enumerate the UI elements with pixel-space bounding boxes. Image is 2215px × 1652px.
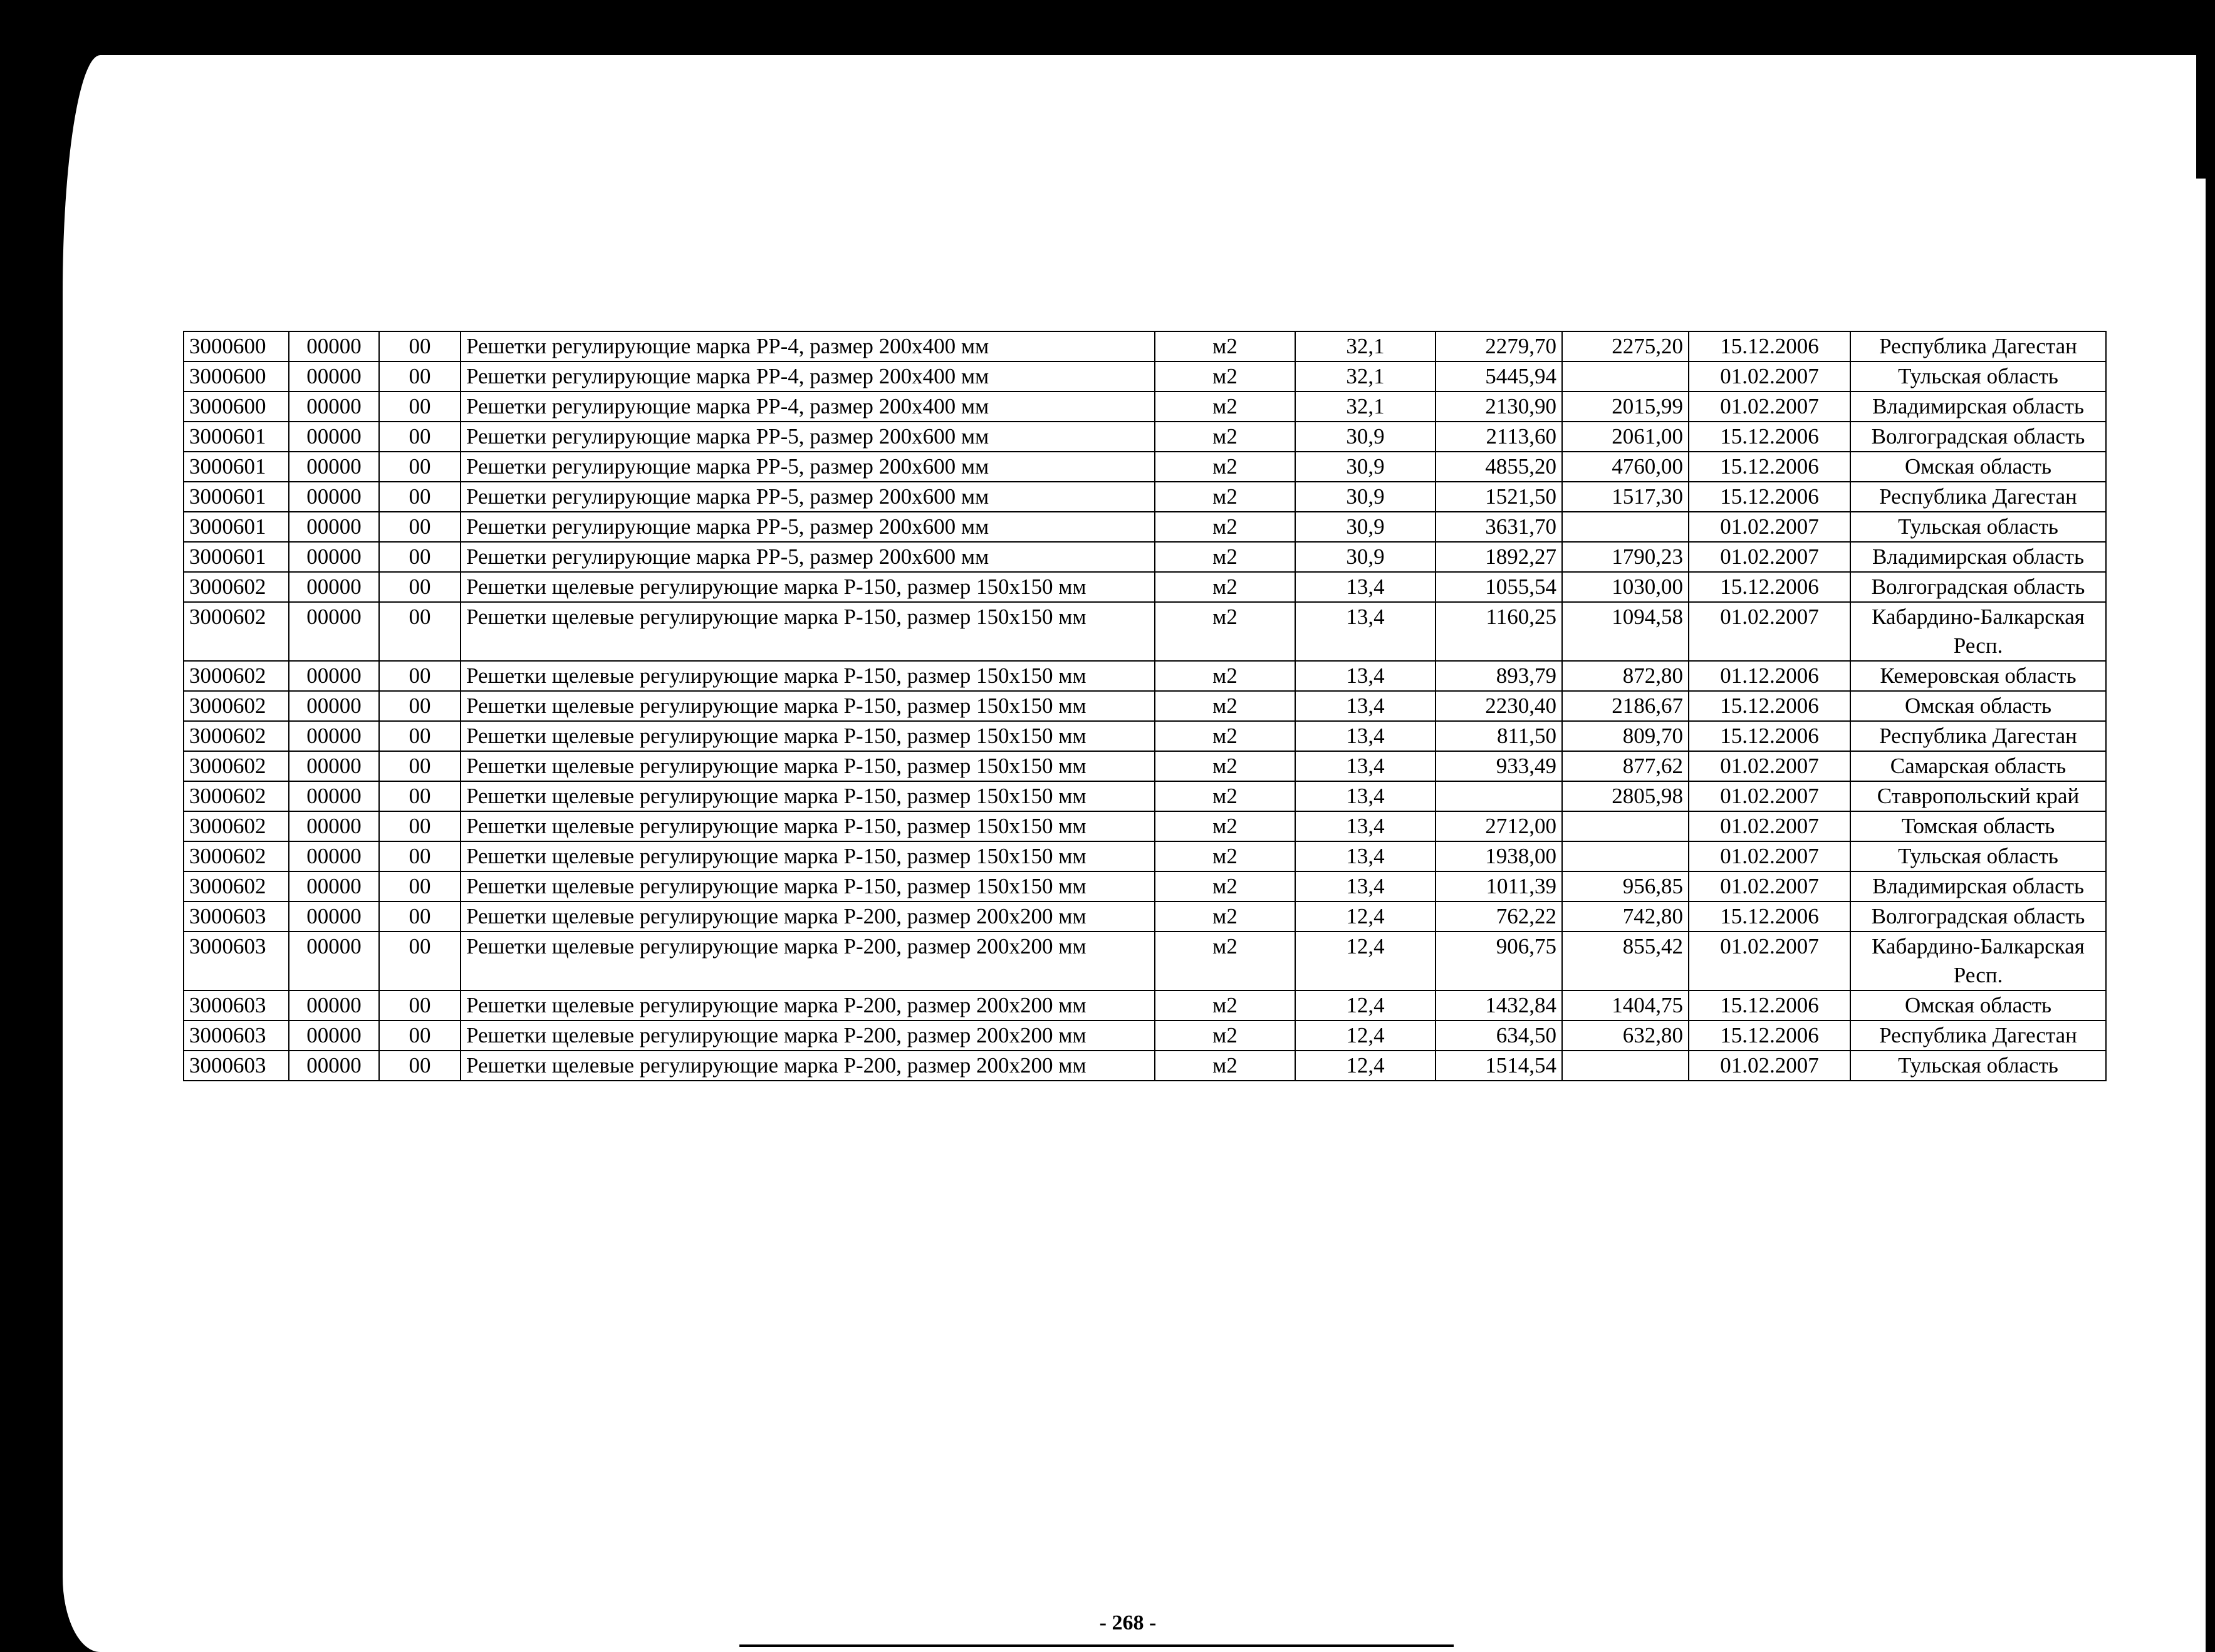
row-date: 01.02.2007 bbox=[1689, 1051, 1850, 1081]
row-region: Омская область bbox=[1850, 452, 2106, 482]
row-unit: м2 bbox=[1155, 512, 1295, 542]
row-region: Республика Дагестан bbox=[1850, 721, 2106, 751]
table-row bbox=[184, 871, 2106, 901]
row-price-alt: 2015,99 bbox=[1562, 392, 1689, 422]
row-region: Томская область bbox=[1850, 811, 2106, 841]
row-quantity: 13,4 bbox=[1295, 871, 1436, 901]
row-item-name: Решетки регулирующие марка РР-5, размер 200х600 мм bbox=[461, 452, 1155, 482]
row-unit: м2 bbox=[1155, 721, 1295, 751]
row-code: 3000601 bbox=[184, 422, 289, 452]
row-unit: м2 bbox=[1155, 602, 1295, 661]
row-quantity: 13,4 bbox=[1295, 841, 1436, 871]
row-quantity: 13,4 bbox=[1295, 811, 1436, 841]
row-region: Тульская область bbox=[1850, 361, 2106, 392]
row-quantity: 13,4 bbox=[1295, 602, 1436, 661]
table-row bbox=[184, 781, 2106, 811]
row-date: 15.12.2006 bbox=[1689, 422, 1850, 452]
row-date: 01.02.2007 bbox=[1689, 602, 1850, 661]
row-suffix: 00 bbox=[379, 932, 461, 990]
row-region: Тульская область bbox=[1850, 1051, 2106, 1081]
row-region: Ставропольский край bbox=[1850, 781, 2106, 811]
row-price: 2130,90 bbox=[1436, 392, 1562, 422]
row-item-name: Решетки щелевые регулирующие марка Р-200, размер 200х200 мм bbox=[461, 1051, 1155, 1081]
row-region: Кемеровская область bbox=[1850, 661, 2106, 691]
row-code: 3000602 bbox=[184, 691, 289, 721]
row-suffix: 00 bbox=[379, 572, 461, 602]
row-suffix: 00 bbox=[379, 1021, 461, 1051]
row-subcode: 00000 bbox=[289, 1021, 379, 1051]
row-date: 15.12.2006 bbox=[1689, 331, 1850, 361]
row-item-name: Решетки щелевые регулирующие марка Р-200, размер 200х200 мм bbox=[461, 901, 1155, 932]
row-quantity: 30,9 bbox=[1295, 422, 1436, 452]
row-date: 15.12.2006 bbox=[1689, 452, 1850, 482]
row-quantity: 13,4 bbox=[1295, 661, 1436, 691]
bottom-rule bbox=[739, 1644, 1454, 1647]
row-suffix: 00 bbox=[379, 661, 461, 691]
row-suffix: 00 bbox=[379, 990, 461, 1021]
row-item-name: Решетки щелевые регулирующие марка Р-150, размер 150х150 мм bbox=[461, 871, 1155, 901]
row-price-alt: 1404,75 bbox=[1562, 990, 1689, 1021]
row-region: Волгоградская область bbox=[1850, 901, 2106, 932]
row-code: 3000602 bbox=[184, 602, 289, 661]
table-row bbox=[184, 392, 2106, 422]
row-suffix: 00 bbox=[379, 422, 461, 452]
row-item-name: Решетки щелевые регулирующие марка Р-150, размер 150х150 мм bbox=[461, 841, 1155, 871]
row-quantity: 13,4 bbox=[1295, 572, 1436, 602]
row-price-alt: 1030,00 bbox=[1562, 572, 1689, 602]
row-subcode: 00000 bbox=[289, 452, 379, 482]
row-item-name: Решетки щелевые регулирующие марка Р-150, размер 150х150 мм bbox=[461, 572, 1155, 602]
row-date: 01.02.2007 bbox=[1689, 512, 1850, 542]
row-unit: м2 bbox=[1155, 932, 1295, 990]
row-price: 2230,40 bbox=[1436, 691, 1562, 721]
row-item-name: Решетки регулирующие марка РР-5, размер 200х600 мм bbox=[461, 482, 1155, 512]
row-date: 01.02.2007 bbox=[1689, 811, 1850, 841]
row-quantity: 30,9 bbox=[1295, 542, 1436, 572]
row-unit: м2 bbox=[1155, 990, 1295, 1021]
table-row bbox=[184, 361, 2106, 392]
table-row bbox=[184, 422, 2106, 452]
row-price-alt: 4760,00 bbox=[1562, 452, 1689, 482]
row-item-name: Решетки щелевые регулирующие марка Р-150, размер 150х150 мм bbox=[461, 751, 1155, 781]
row-code: 3000602 bbox=[184, 811, 289, 841]
row-price-alt bbox=[1562, 841, 1689, 871]
row-price-alt: 809,70 bbox=[1562, 721, 1689, 751]
row-price-alt: 1517,30 bbox=[1562, 482, 1689, 512]
table-row bbox=[184, 721, 2106, 751]
row-code: 3000603 bbox=[184, 1021, 289, 1051]
row-subcode: 00000 bbox=[289, 871, 379, 901]
row-subcode: 00000 bbox=[289, 482, 379, 512]
row-unit: м2 bbox=[1155, 691, 1295, 721]
row-unit: м2 bbox=[1155, 572, 1295, 602]
row-subcode: 00000 bbox=[289, 901, 379, 932]
row-price: 2279,70 bbox=[1436, 331, 1562, 361]
row-region: Тульская область bbox=[1850, 512, 2106, 542]
table-row bbox=[184, 602, 2106, 661]
row-date: 01.02.2007 bbox=[1689, 871, 1850, 901]
row-quantity: 12,4 bbox=[1295, 990, 1436, 1021]
row-suffix: 00 bbox=[379, 721, 461, 751]
row-code: 3000601 bbox=[184, 482, 289, 512]
row-suffix: 00 bbox=[379, 512, 461, 542]
row-code: 3000601 bbox=[184, 542, 289, 572]
row-quantity: 12,4 bbox=[1295, 1021, 1436, 1051]
row-quantity: 13,4 bbox=[1295, 691, 1436, 721]
table-row bbox=[184, 751, 2106, 781]
table-row bbox=[184, 542, 2106, 572]
row-code: 3000602 bbox=[184, 781, 289, 811]
row-region: Республика Дагестан bbox=[1850, 1021, 2106, 1051]
price-table bbox=[183, 331, 2107, 1081]
row-region: Тульская область bbox=[1850, 841, 2106, 871]
row-price: 5445,94 bbox=[1436, 361, 1562, 392]
row-subcode: 00000 bbox=[289, 602, 379, 661]
row-subcode: 00000 bbox=[289, 1051, 379, 1081]
row-price: 1892,27 bbox=[1436, 542, 1562, 572]
row-subcode: 00000 bbox=[289, 542, 379, 572]
row-price: 1938,00 bbox=[1436, 841, 1562, 871]
table-row bbox=[184, 572, 2106, 602]
row-quantity: 13,4 bbox=[1295, 751, 1436, 781]
row-unit: м2 bbox=[1155, 751, 1295, 781]
row-date: 15.12.2006 bbox=[1689, 691, 1850, 721]
row-subcode: 00000 bbox=[289, 691, 379, 721]
row-price-alt: 742,80 bbox=[1562, 901, 1689, 932]
row-date: 01.02.2007 bbox=[1689, 542, 1850, 572]
row-unit: м2 bbox=[1155, 452, 1295, 482]
row-price-alt: 1790,23 bbox=[1562, 542, 1689, 572]
row-quantity: 32,1 bbox=[1295, 331, 1436, 361]
row-code: 3000603 bbox=[184, 990, 289, 1021]
row-subcode: 00000 bbox=[289, 361, 379, 392]
row-code: 3000600 bbox=[184, 392, 289, 422]
row-quantity: 13,4 bbox=[1295, 721, 1436, 751]
row-price-alt: 2061,00 bbox=[1562, 422, 1689, 452]
row-date: 01.02.2007 bbox=[1689, 781, 1850, 811]
row-item-name: Решетки регулирующие марка РР-5, размер 200х600 мм bbox=[461, 542, 1155, 572]
row-subcode: 00000 bbox=[289, 751, 379, 781]
row-code: 3000603 bbox=[184, 932, 289, 990]
row-quantity: 30,9 bbox=[1295, 482, 1436, 512]
row-unit: м2 bbox=[1155, 841, 1295, 871]
row-date: 15.12.2006 bbox=[1689, 990, 1850, 1021]
row-region: Самарская область bbox=[1850, 751, 2106, 781]
table-row bbox=[184, 331, 2106, 361]
row-item-name: Решетки регулирующие марка РР-5, размер 200х600 мм bbox=[461, 512, 1155, 542]
row-region: Волгоградская область bbox=[1850, 422, 2106, 452]
row-code: 3000603 bbox=[184, 1051, 289, 1081]
row-suffix: 00 bbox=[379, 361, 461, 392]
row-price: 893,79 bbox=[1436, 661, 1562, 691]
row-subcode: 00000 bbox=[289, 811, 379, 841]
row-date: 15.12.2006 bbox=[1689, 572, 1850, 602]
row-region: Республика Дагестан bbox=[1850, 482, 2106, 512]
table-row bbox=[184, 452, 2106, 482]
row-price-alt bbox=[1562, 361, 1689, 392]
row-subcode: 00000 bbox=[289, 572, 379, 602]
row-suffix: 00 bbox=[379, 602, 461, 661]
table-row bbox=[184, 901, 2106, 932]
row-region: Кабардино-Балкарская Респ. bbox=[1850, 602, 2106, 661]
row-code: 3000601 bbox=[184, 512, 289, 542]
row-code: 3000602 bbox=[184, 871, 289, 901]
row-quantity: 12,4 bbox=[1295, 901, 1436, 932]
row-price: 933,49 bbox=[1436, 751, 1562, 781]
row-item-name: Решетки щелевые регулирующие марка Р-150, размер 150х150 мм bbox=[461, 811, 1155, 841]
row-price-alt: 956,85 bbox=[1562, 871, 1689, 901]
row-price: 1432,84 bbox=[1436, 990, 1562, 1021]
row-suffix: 00 bbox=[379, 811, 461, 841]
row-subcode: 00000 bbox=[289, 392, 379, 422]
row-price: 1011,39 bbox=[1436, 871, 1562, 901]
row-unit: м2 bbox=[1155, 661, 1295, 691]
row-date: 01.02.2007 bbox=[1689, 932, 1850, 990]
table-row bbox=[184, 1021, 2106, 1051]
row-price-alt: 632,80 bbox=[1562, 1021, 1689, 1051]
row-suffix: 00 bbox=[379, 781, 461, 811]
row-price: 1055,54 bbox=[1436, 572, 1562, 602]
row-date: 15.12.2006 bbox=[1689, 482, 1850, 512]
row-price-alt: 2805,98 bbox=[1562, 781, 1689, 811]
row-code: 3000603 bbox=[184, 901, 289, 932]
row-price: 1514,54 bbox=[1436, 1051, 1562, 1081]
row-price: 1521,50 bbox=[1436, 482, 1562, 512]
row-price-alt bbox=[1562, 811, 1689, 841]
row-code: 3000602 bbox=[184, 751, 289, 781]
row-price-alt: 2186,67 bbox=[1562, 691, 1689, 721]
row-suffix: 00 bbox=[379, 691, 461, 721]
table-row bbox=[184, 841, 2106, 871]
row-price-alt: 1094,58 bbox=[1562, 602, 1689, 661]
row-region: Омская область bbox=[1850, 990, 2106, 1021]
row-code: 3000600 bbox=[184, 361, 289, 392]
row-unit: м2 bbox=[1155, 361, 1295, 392]
row-item-name: Решетки щелевые регулирующие марка Р-200, размер 200х200 мм bbox=[461, 1021, 1155, 1051]
row-suffix: 00 bbox=[379, 1051, 461, 1081]
row-suffix: 00 bbox=[379, 392, 461, 422]
row-quantity: 12,4 bbox=[1295, 932, 1436, 990]
row-item-name: Решетки регулирующие марка РР-4, размер 200х400 мм bbox=[461, 331, 1155, 361]
table-row bbox=[184, 990, 2106, 1021]
row-price-alt bbox=[1562, 512, 1689, 542]
row-price-alt: 855,42 bbox=[1562, 932, 1689, 990]
row-price bbox=[1436, 781, 1562, 811]
row-date: 01.02.2007 bbox=[1689, 361, 1850, 392]
table-row bbox=[184, 1051, 2106, 1081]
table-row bbox=[184, 482, 2106, 512]
table-row bbox=[184, 512, 2106, 542]
row-date: 01.02.2007 bbox=[1689, 392, 1850, 422]
row-subcode: 00000 bbox=[289, 661, 379, 691]
row-price-alt: 2275,20 bbox=[1562, 331, 1689, 361]
row-unit: м2 bbox=[1155, 482, 1295, 512]
row-subcode: 00000 bbox=[289, 932, 379, 990]
table-row bbox=[184, 932, 2106, 990]
row-item-name: Решетки регулирующие марка РР-4, размер 200х400 мм bbox=[461, 392, 1155, 422]
price-table-body bbox=[184, 331, 2106, 1081]
row-date: 15.12.2006 bbox=[1689, 721, 1850, 751]
row-unit: м2 bbox=[1155, 1051, 1295, 1081]
row-price: 2712,00 bbox=[1436, 811, 1562, 841]
row-subcode: 00000 bbox=[289, 990, 379, 1021]
row-date: 01.12.2006 bbox=[1689, 661, 1850, 691]
row-quantity: 30,9 bbox=[1295, 512, 1436, 542]
row-item-name: Решетки щелевые регулирующие марка Р-200, размер 200х200 мм bbox=[461, 932, 1155, 990]
row-region: Республика Дагестан bbox=[1850, 331, 2106, 361]
row-item-name: Решетки регулирующие марка РР-4, размер 200х400 мм bbox=[461, 361, 1155, 392]
row-suffix: 00 bbox=[379, 542, 461, 572]
row-unit: м2 bbox=[1155, 542, 1295, 572]
row-subcode: 00000 bbox=[289, 781, 379, 811]
row-quantity: 12,4 bbox=[1295, 1051, 1436, 1081]
row-unit: м2 bbox=[1155, 811, 1295, 841]
row-quantity: 32,1 bbox=[1295, 392, 1436, 422]
table-row bbox=[184, 691, 2106, 721]
row-date: 15.12.2006 bbox=[1689, 1021, 1850, 1051]
row-subcode: 00000 bbox=[289, 331, 379, 361]
row-unit: м2 bbox=[1155, 422, 1295, 452]
row-region: Владимирская область bbox=[1850, 392, 2106, 422]
row-region: Омская область bbox=[1850, 691, 2106, 721]
row-code: 3000602 bbox=[184, 661, 289, 691]
row-suffix: 00 bbox=[379, 331, 461, 361]
row-date: 01.02.2007 bbox=[1689, 751, 1850, 781]
row-item-name: Решетки щелевые регулирующие марка Р-200, размер 200х200 мм bbox=[461, 990, 1155, 1021]
row-price: 3631,70 bbox=[1436, 512, 1562, 542]
row-price: 634,50 bbox=[1436, 1021, 1562, 1051]
row-suffix: 00 bbox=[379, 901, 461, 932]
row-price: 906,75 bbox=[1436, 932, 1562, 990]
row-region: Волгоградская область bbox=[1850, 572, 2106, 602]
row-unit: м2 bbox=[1155, 871, 1295, 901]
row-subcode: 00000 bbox=[289, 422, 379, 452]
table-row bbox=[184, 811, 2106, 841]
row-quantity: 13,4 bbox=[1295, 781, 1436, 811]
row-date: 01.02.2007 bbox=[1689, 841, 1850, 871]
row-item-name: Решетки щелевые регулирующие марка Р-150, размер 150х150 мм bbox=[461, 602, 1155, 661]
row-suffix: 00 bbox=[379, 871, 461, 901]
row-suffix: 00 bbox=[379, 482, 461, 512]
row-region: Владимирская область bbox=[1850, 542, 2106, 572]
row-unit: м2 bbox=[1155, 331, 1295, 361]
row-item-name: Решетки щелевые регулирующие марка Р-150, размер 150х150 мм bbox=[461, 691, 1155, 721]
row-price: 2113,60 bbox=[1436, 422, 1562, 452]
row-price: 811,50 bbox=[1436, 721, 1562, 751]
row-subcode: 00000 bbox=[289, 721, 379, 751]
row-date: 15.12.2006 bbox=[1689, 901, 1850, 932]
row-code: 3000600 bbox=[184, 331, 289, 361]
row-suffix: 00 bbox=[379, 841, 461, 871]
row-code: 3000602 bbox=[184, 721, 289, 751]
row-suffix: 00 bbox=[379, 751, 461, 781]
row-code: 3000601 bbox=[184, 452, 289, 482]
row-suffix: 00 bbox=[379, 452, 461, 482]
row-item-name: Решетки щелевые регулирующие марка Р-150, размер 150х150 мм bbox=[461, 661, 1155, 691]
row-unit: м2 bbox=[1155, 392, 1295, 422]
row-price: 762,22 bbox=[1436, 901, 1562, 932]
row-region: Владимирская область bbox=[1850, 871, 2106, 901]
row-price-alt: 877,62 bbox=[1562, 751, 1689, 781]
row-subcode: 00000 bbox=[289, 512, 379, 542]
row-price: 1160,25 bbox=[1436, 602, 1562, 661]
row-unit: м2 bbox=[1155, 1021, 1295, 1051]
row-item-name: Решетки щелевые регулирующие марка Р-150, размер 150х150 мм bbox=[461, 721, 1155, 751]
row-price-alt bbox=[1562, 1051, 1689, 1081]
row-price-alt: 872,80 bbox=[1562, 661, 1689, 691]
row-code: 3000602 bbox=[184, 572, 289, 602]
row-item-name: Решетки регулирующие марка РР-5, размер 200х600 мм bbox=[461, 422, 1155, 452]
row-code: 3000602 bbox=[184, 841, 289, 871]
row-item-name: Решетки щелевые регулирующие марка Р-150, размер 150х150 мм bbox=[461, 781, 1155, 811]
row-quantity: 30,9 bbox=[1295, 452, 1436, 482]
row-region: Кабардино-Балкарская Респ. bbox=[1850, 932, 2106, 990]
page-number: - 268 - bbox=[1099, 1611, 1157, 1634]
row-quantity: 32,1 bbox=[1295, 361, 1436, 392]
row-unit: м2 bbox=[1155, 781, 1295, 811]
row-unit: м2 bbox=[1155, 901, 1295, 932]
scan-edge bbox=[2196, 53, 2215, 179]
table-row bbox=[184, 661, 2106, 691]
row-subcode: 00000 bbox=[289, 841, 379, 871]
row-price: 4855,20 bbox=[1436, 452, 1562, 482]
